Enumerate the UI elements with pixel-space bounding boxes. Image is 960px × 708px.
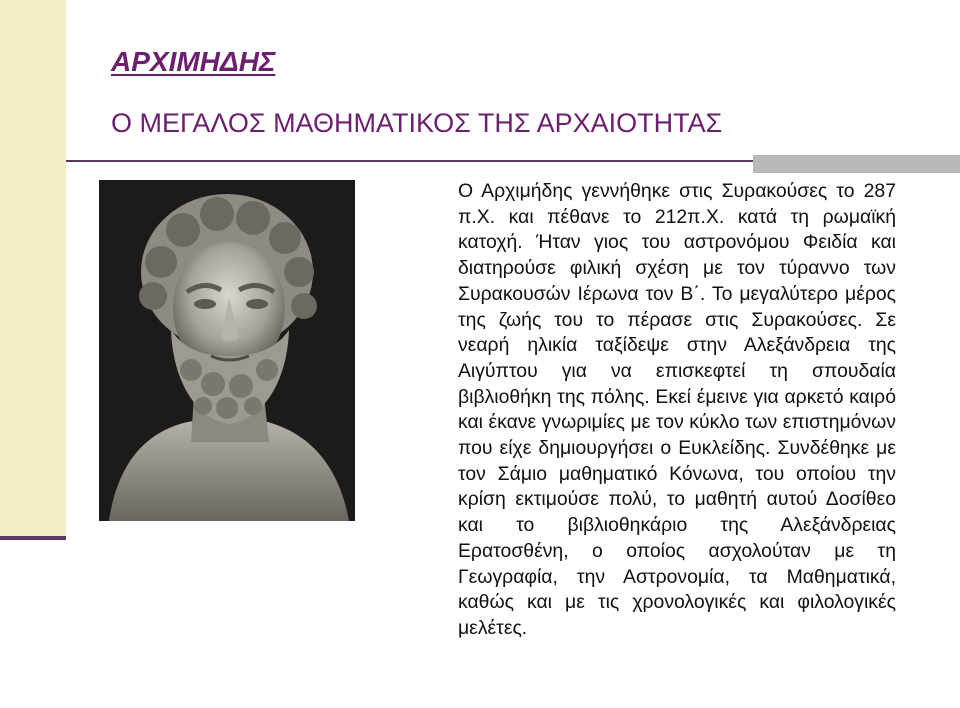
slide-title: ΑΡΧΙΜΗΔΗΣ <box>111 46 276 77</box>
archimedes-bust-image <box>99 180 355 521</box>
biography-paragraph: Ο Αρχιμήδης γεννήθηκε στις Συρακούσες το 287 π.Χ. και πέθανε το 212π.Χ. κατά τη ρωμαϊκή κατοχή. Ήταν γιος του αστρονόμου Φειδία και διατηρούσε φιλική σχέση με τον τύραννο των Συρακουσών Ιέρωνα τον Β΄. Το μεγαλύτερο μέρος της ζωής του το πέρασε στις Συρακούσες. Σε νεαρή ηλικία ταξίδεψε στην Αλεξάνδρεια της Αιγύπτου για να επισκεφτεί τη σπουδαία βιβλιοθήκη της πόλης. Εκεί έμεινε για αρκετό καιρό και έκανε γνωριμίες με τον κύκλο των επιστημόνων που είχε δημιουργήσει ο Ευκλείδης. Συνδέθηκε με τον Σάμιο μαθηματικό Κόνωνα, του οποίου την κρίση εκτιμούσε πολύ, το μαθητή αυτού Δοσίθεο και το βιβλιοθηκάριο της Αλεξάνδρειας Ερατοσθένη, ο οποίος ασχολούταν με τη Γεωγραφία, την Αστρονομία, τα Μαθηματικά, καθώς και με τις χρονολογικές και φιλολογικές μελέτες. <box>458 180 896 639</box>
left-band-edge <box>0 536 66 540</box>
slide-subtitle: Ο ΜΕΓΑΛΟΣ ΜΑΘΗΜΑΤΙΚΟΣ ΤΗΣ ΑΡΧΑΙΟΤΗΤΑΣ <box>111 108 723 138</box>
left-accent-band <box>0 0 66 540</box>
divider-accent-block <box>753 155 960 173</box>
